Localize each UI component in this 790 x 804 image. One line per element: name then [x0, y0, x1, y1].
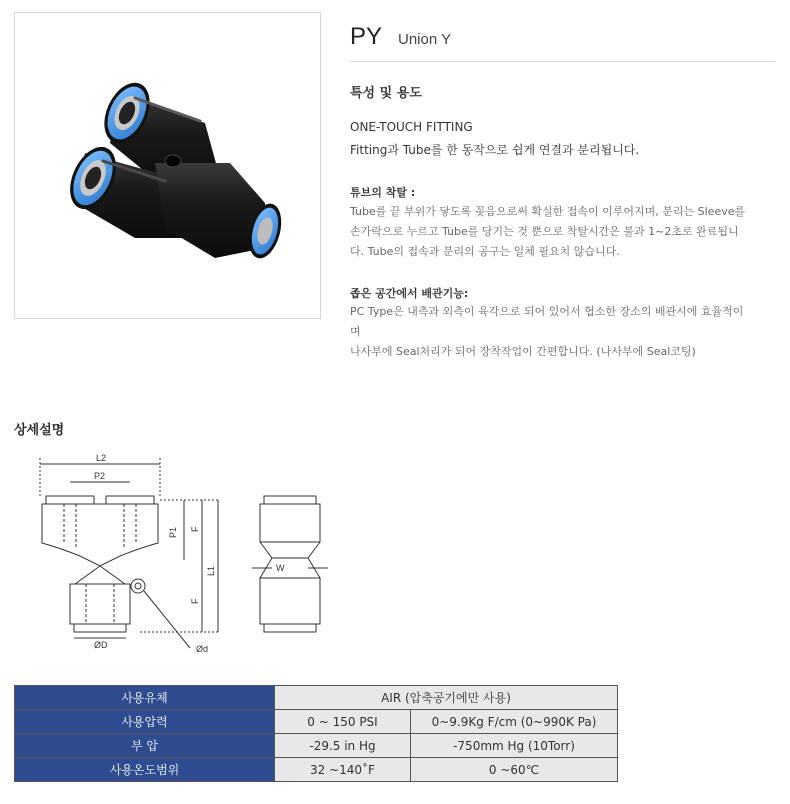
union-y-fitting-image: [15, 13, 321, 319]
section-line: 나사부에 Seal처리가 되어 장착작업이 간편합니다. (나사부에 Seal코팅): [350, 345, 696, 358]
section-line: 며: [350, 325, 361, 338]
dim-w: W: [276, 563, 285, 573]
product-header: [350, 20, 775, 62]
spec-value: AIR (압축공기에만 사용): [275, 686, 618, 710]
spec-value: 32 ~140˚F: [275, 758, 411, 782]
spec-value: 0 ~ 150 PSI: [275, 710, 411, 734]
product-name: Union Y: [398, 31, 452, 48]
section-line: Tube를 끝 부위가 닿도록 꽂음으로써 확실한 접속이 이루어지며, 분리는 Sleeve를: [350, 205, 746, 218]
section-line: 손가락으로 누르고 Tube를 당기는 것 뿐으로 착탈시간은 불과 1~2초로 완료됩니: [350, 225, 739, 238]
spec-label: 부 압: [15, 734, 275, 758]
section-body-narrow-space: [350, 302, 770, 362]
spec-label: 사용유체: [15, 686, 275, 710]
dim-l1: L1: [206, 565, 216, 576]
section-title-narrow-space: 좁은 공간에서 배관기능:: [350, 287, 469, 300]
section-body-tube: [350, 202, 770, 262]
section-title-tube: 튜브의 착탈 :: [350, 186, 416, 199]
table-row: [15, 734, 618, 758]
spec-label: 사용압력: [15, 710, 275, 734]
section-line: Fitting과 Tube를 한 동작으로 쉽게 연결과 분리됩니다.: [350, 143, 640, 157]
table-row: [15, 686, 618, 710]
spec-value: 0~9.9Kg F/cm (0~990K Pa): [411, 710, 618, 734]
dim-f-top: F: [190, 526, 200, 532]
section-line: 다. Tube의 접속과 분리의 공구는 일체 필요치 않습니다.: [350, 245, 620, 258]
features-title: 특성 및 용도: [350, 86, 422, 101]
spec-value: -750mm Hg (10Torr): [411, 734, 618, 758]
dim-id: Ød: [196, 644, 209, 654]
table-row: [15, 758, 618, 782]
dim-p2: P2: [94, 471, 106, 481]
spec-value: 0 ~60℃: [411, 758, 618, 782]
detail-title: 상세설명: [14, 423, 65, 438]
table-row: [15, 710, 618, 734]
dimension-diagram: [20, 448, 350, 668]
dim-od: ØD: [94, 640, 108, 650]
dim-f-bottom: F: [190, 598, 200, 604]
spec-table: [14, 685, 618, 782]
section-title-one-touch: ONE-TOUCH FITTING: [350, 120, 473, 134]
dim-p1: P1: [168, 526, 178, 538]
spec-label: 사용온도범위: [15, 758, 275, 782]
dim-l2: L2: [96, 453, 107, 463]
section-line: PC Type은 내측과 외측이 육각으로 되어 있어서 협소한 장소의 배관시에 효율적이: [350, 305, 744, 318]
product-photo: [14, 12, 321, 319]
product-model: PY: [350, 23, 383, 50]
spec-value: -29.5 in Hg: [275, 734, 411, 758]
